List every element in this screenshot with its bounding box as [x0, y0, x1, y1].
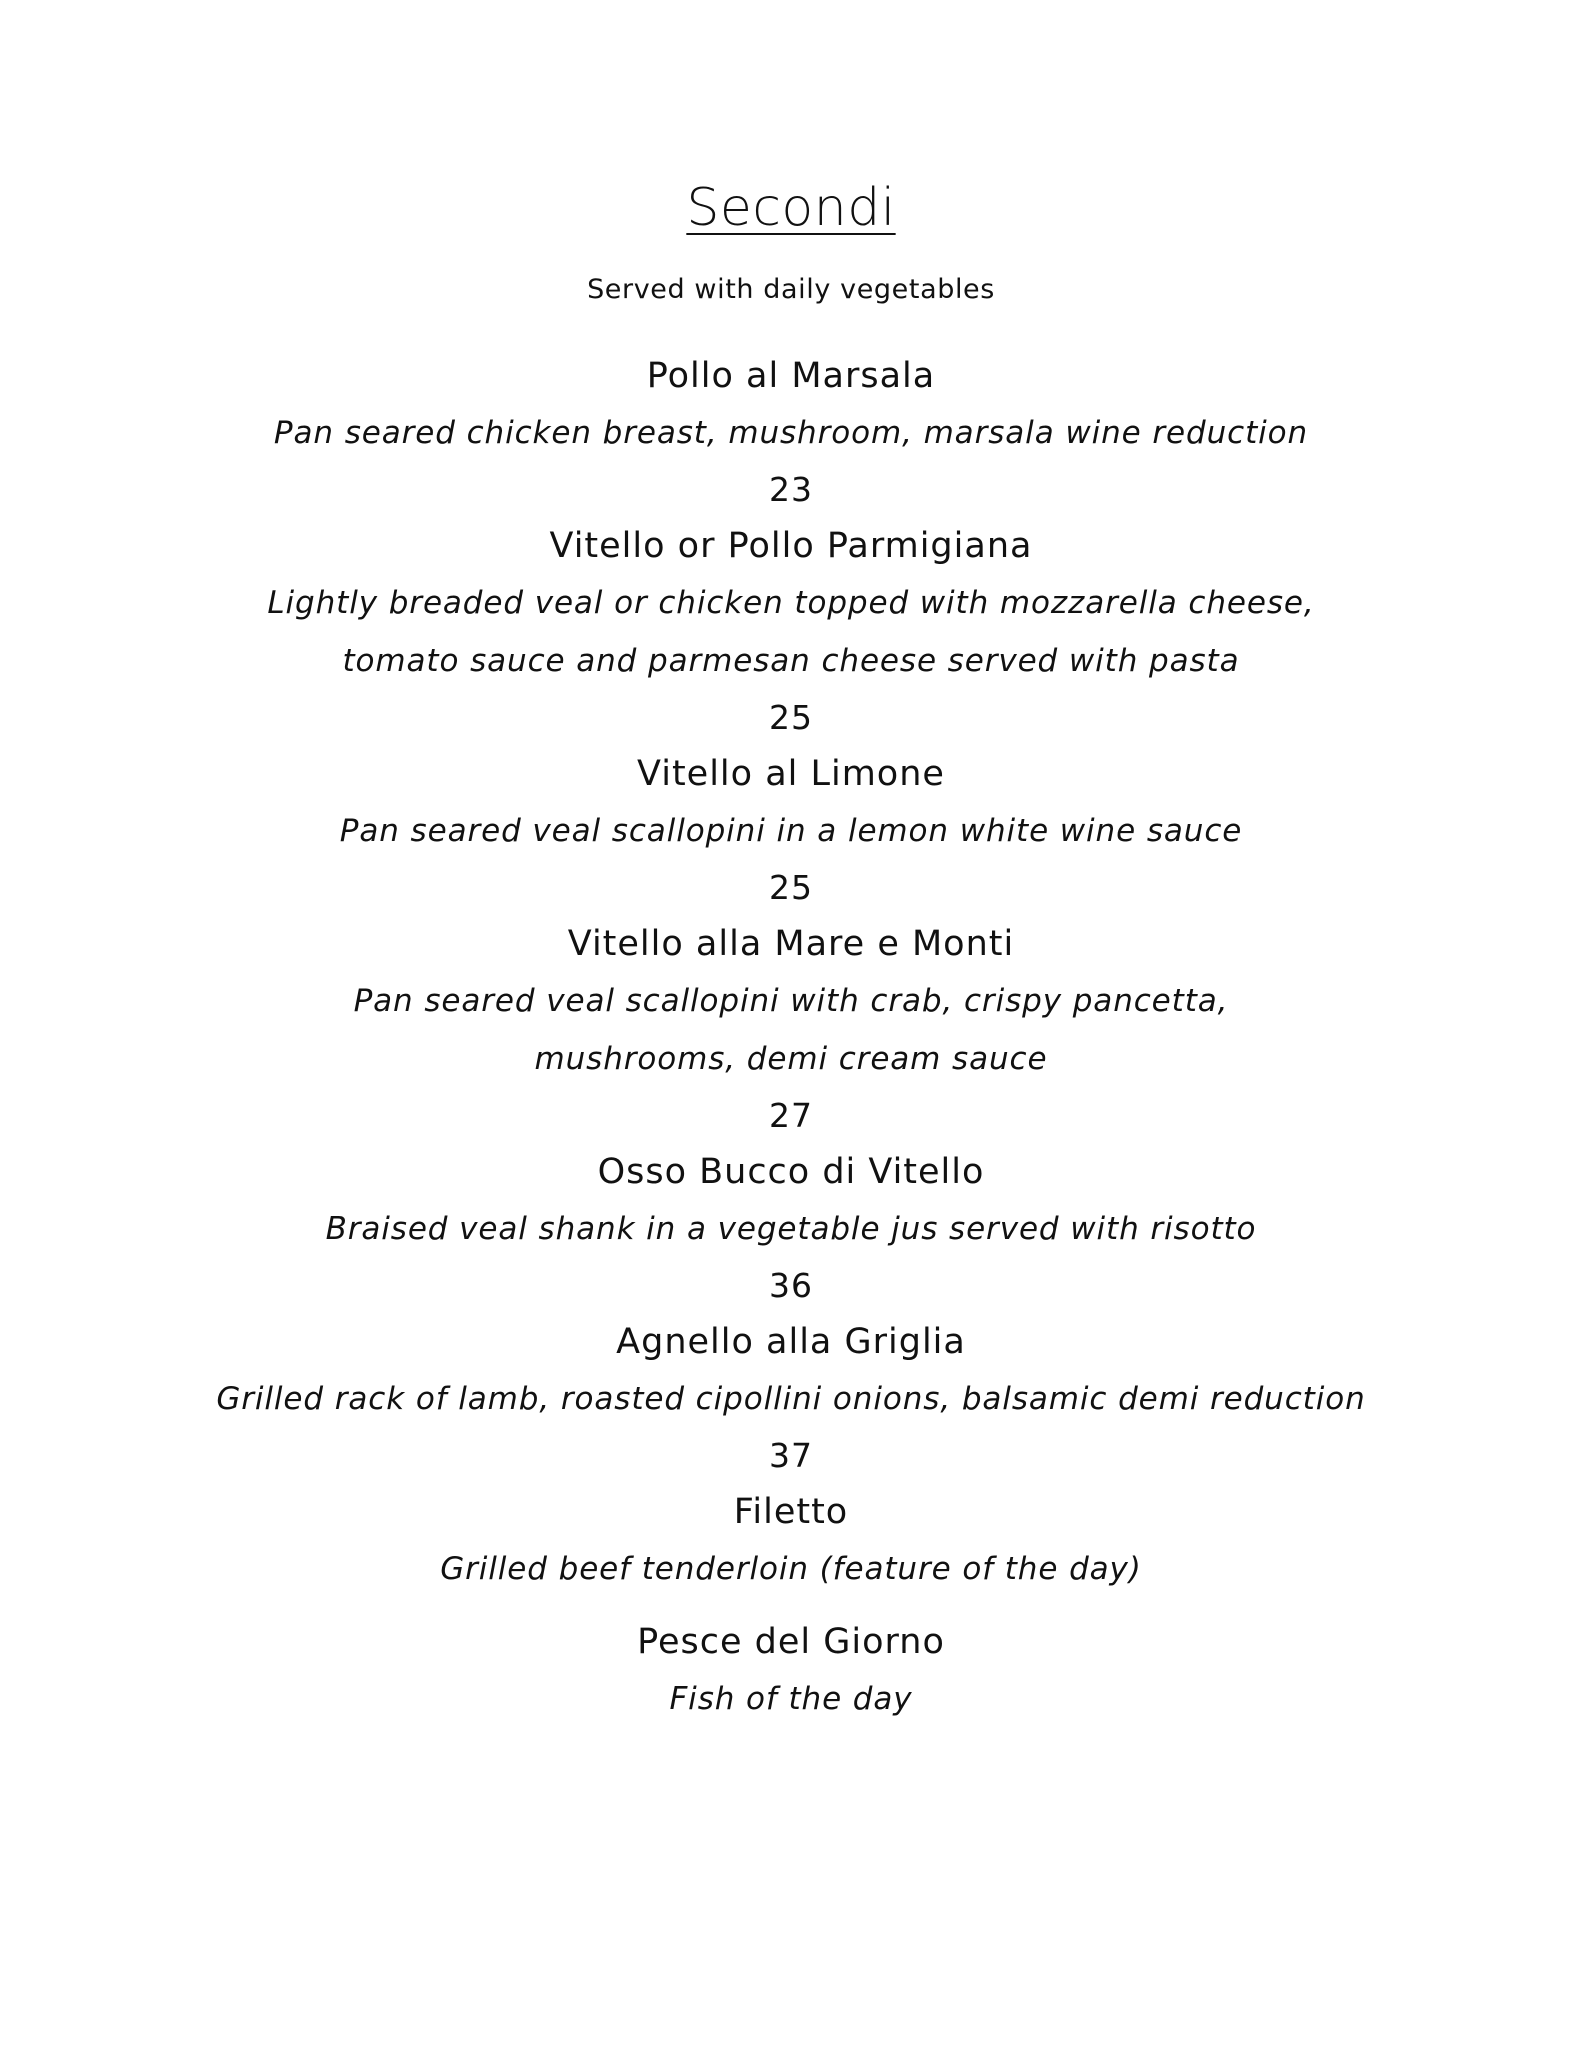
menu-item-price: 37	[769, 1436, 813, 1475]
menu-item	[0, 1314, 1582, 1484]
menu-item-price: 27	[769, 1096, 813, 1135]
menu-item-description: Pan seared veal scallopini with crab, crispy pancetta, mushrooms, demi cream sauce	[353, 983, 1229, 1077]
menu-item-description: Lightly breaded veal or chicken topped with mozzarella cheese, tomato sauce and parmesan cheese served with pasta	[267, 585, 1315, 679]
menu-item-name: Vitello al Limone	[637, 754, 945, 794]
menu-item-name: Osso Bucco di Vitello	[597, 1152, 985, 1192]
menu-item	[0, 518, 1582, 746]
menu-item-description: Pan seared veal scallopini in a lemon white wine sauce	[339, 813, 1243, 849]
page-subtitle: Served with daily vegetables	[587, 274, 995, 305]
menu-list	[0, 348, 1582, 1744]
menu-item-price: 23	[769, 470, 813, 509]
menu-item-name: Pesce del Giorno	[637, 1622, 945, 1662]
menu-item-name: Vitello or Pollo Parmigiana	[549, 526, 1033, 566]
menu-item-price: 25	[769, 868, 813, 907]
menu-item	[0, 1144, 1582, 1314]
menu-item-description: Grilled beef tenderloin (feature of the day)	[440, 1551, 1142, 1587]
menu-item	[0, 348, 1582, 518]
menu-item-description: Fish of the day	[669, 1681, 913, 1717]
menu-item-name: Pollo al Marsala	[646, 356, 936, 396]
menu-item-name: Filetto	[733, 1492, 849, 1532]
menu-item-price: 36	[769, 1266, 813, 1305]
menu-item-price: 25	[769, 698, 813, 737]
menu-item	[0, 746, 1582, 916]
menu-item-description: Grilled rack of lamb, roasted cipollini onions, balsamic demi reduction	[216, 1381, 1366, 1417]
page-title-text: Secondi	[686, 178, 896, 238]
menu-item-description: Pan seared chicken breast, mushroom, marsala wine reduction	[273, 415, 1309, 451]
menu-item	[0, 916, 1582, 1144]
menu-item	[0, 1614, 1582, 1728]
page-title	[0, 176, 1582, 240]
menu-item	[0, 1484, 1582, 1598]
menu-item-name: Vitello alla Mare e Monti	[567, 924, 1015, 964]
menu-item-description: Braised veal shank in a vegetable jus served with risotto	[325, 1211, 1257, 1247]
menu-item-name: Agnello alla Griglia	[616, 1322, 966, 1362]
